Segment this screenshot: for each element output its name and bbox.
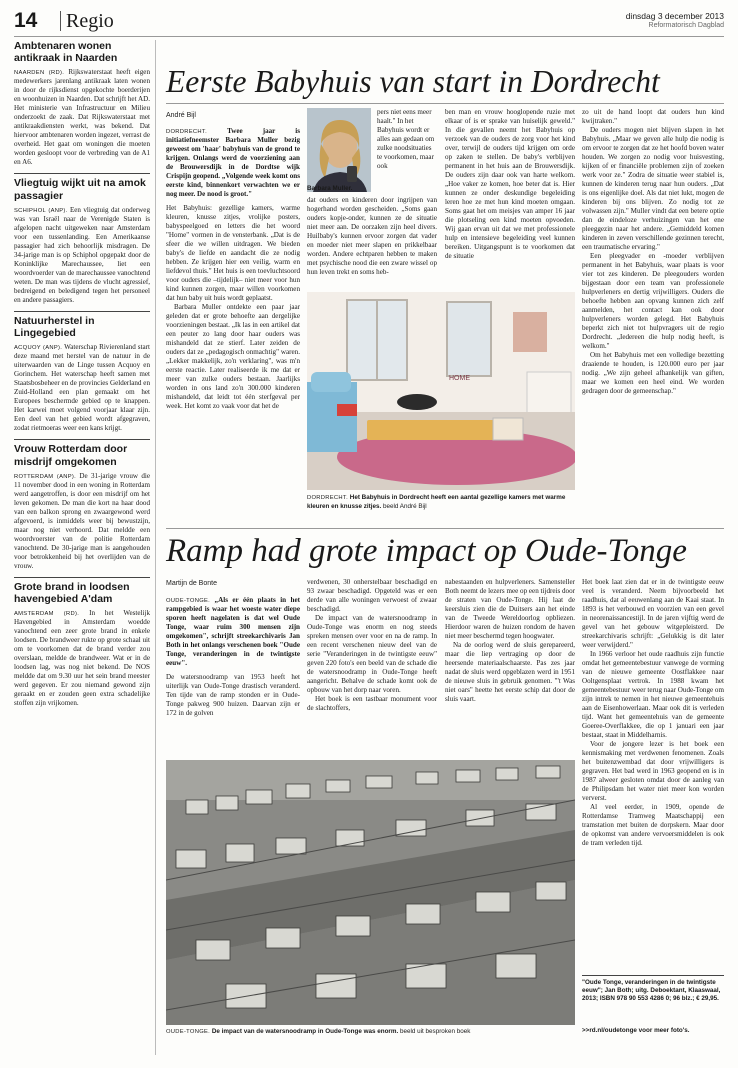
brief-headline: Vrouw Rotterdam door misdrijf omgekomen [14, 443, 128, 468]
news-brief [14, 40, 150, 167]
article-column-fragment [307, 196, 437, 286]
brief-dateline: ACQUOY (ANP). [14, 345, 63, 352]
babyhuis-room-photo [307, 292, 575, 490]
article-column [307, 578, 437, 756]
brief-headline: Vliegtuig wijkt uit na amok passagier [14, 177, 146, 202]
photo-credit: beeld André Bijl [382, 502, 427, 510]
brief-body: Rijkswaterstaat heeft eigen medewerkers jarenlang antikraak laten wonen in door de rijksdienst opgekochte boerderijen en woonhuizen in Naarden. Dat schrijft het AD. Het ministerie van Infrastructuur en Milieu onderzoekt de zaak. Dat Rijkswaterstaat met antikraakdiensten werkt, was bekend. Dat hiervoor ambtenaren worden ingezet, verrast de overheid. Het gaat om woningen die moeten worden gesloopt voor de verbreding van de A1 en A6. [14, 68, 150, 167]
article-column [166, 127, 300, 517]
article-column-fragment [377, 108, 437, 192]
brief-text [14, 343, 150, 433]
brief-headline: Grote brand in loodsen havengebied A'dam [14, 580, 130, 605]
article-paragraph: Het boek laat zien dat er in de twintigste eeuw veel is veranderd. Neem bijvoorbeeld het raadhuis, dat al eeuwenlang aan de Kaai staat. In 1893 is het verbouwd en voorzien van een gevel in neorenaissancestijl. In de jaren vijftig werd de gevel van het gebouw witgepleisterd. De streekarchivaris schrijft: „Gelukkig is dit later weer verwijderd." [582, 578, 724, 649]
article-lead [166, 596, 300, 668]
article-paragraph: dat ouders en kinderen door ingrijpen van hogerhand worden gescheiden. „Soms gaan ouders kopje-onder, kunnen ze de situatie niet meer aan. De oorzaken zijn heel divers. Huilbaby's kunnen ervoor zorgen dat vader en moeder niet meer slapen en prikkelbaar worden. Andere echtparen hebben te maken met psychische nood die een zware wissel op hun leven trekt en soms heb- [307, 196, 437, 276]
article-paragraph: De ouders mogen niet blijven slapen in het Babyhuis. „Maar we geven alle hulp die nodig is om ervoor te zorgen dat ze het hoofd boven water houden. We zorgen zo nodig voor huisvesting, kijken of er financiële problemen zijn of zoeken werk voor ze." Zodra de situatie weer stabiel is, kunnen de kinderen terug naar hun ouders. „Dat is ons eigenlijke doel. Als dat niet lukt, mogen de kinderen bij ons blijven. Zo nodig tot ze volwassen zijn." Muller vindt dat een betere optie dan de eindeloze verhuizingen van het ene pleeggezin naar het andere. „Gemiddeld komen kinderen in zeven verschillende gezinnen terecht, een traumatische ervaring." [582, 126, 724, 251]
brief-text [14, 206, 150, 305]
news-brief [14, 577, 150, 708]
article-paragraph: Na de oorlog werd de sluis gerepareerd, maar die liep vertraging op door de heersende materiaalschaarste. Pas zes jaar nadat de sluis werd opgeblazen werd in 1951 de nieuwe sluis in gebruik genomen. "'t Was niet oars" heette het eerste schip dat door de sluis vaart. [445, 641, 575, 703]
lead-text: „Als er één plaats in het rampgebied is waar het woeste water diepe sporen heeft nagelaten is dat wel Oude Tonge, waar ruim 300 mensen zijn omgekomen", schrijft streekarchivaris Jan Both in het onlangs verschenen boek "Oude Tonge, veranderingen in de twintigste eeuw". [166, 596, 300, 668]
headline-rule [166, 103, 724, 104]
portrait-photo [307, 108, 371, 192]
header-separator [60, 11, 61, 31]
brief-body: Waterschap Rivierenland start deze maand met herstel van de natuur in de uiterwaarden van de Linge tussen Acquoy en Gorinchem. Het waterschap heeft samen met Staatsbosbeheer en de provincies Gelderland en Zuid-Holland een plan gemaakt om het Europees beschermde gebied op te knappen. Het karwei moet volgend voorjaar klaar zijn. Een deel van het gebied wordt afgegraven, zodat rietmoeras weer een kans krijgt. [14, 343, 150, 433]
photo-caption [166, 1028, 575, 1037]
caption-text: De impact van de watersnoodramp in Oude-Tonge was enorm. [211, 1028, 399, 1035]
news-brief [14, 173, 150, 304]
article-paragraph: Het Babyhuis: gezellige kamers, warme kleuren, knusse zitjes, vrolijke posters, babyspeelgoed en letters die het woord "Home" vormen in de vensterbank. „Dat is de sfeer die we willen uitdragen. We bieden baby's de liefde en aandacht die ze nodig hebben. Ze krijgen hier een veilig, warm en liefdevol thuis." Het huis is een toevluchtsoord voor ouders die –tijdelijk– niet meer voor hun kind kunnen zorgen, maar willen voorkomen dat hun baby uit huis wordt geplaatst. [166, 204, 300, 303]
caption-dateline: DORDRECHT. [307, 495, 349, 501]
brief-text [14, 609, 150, 708]
article-byline: André Bijl [166, 112, 196, 119]
home-letters: HOME [449, 375, 470, 382]
caption-dateline: OUDE-TONGE. [166, 1029, 211, 1035]
article-column [582, 578, 724, 968]
article-paragraph: nabestaanden en hulpverleners. Samensteller Both neemt de lezers mee op een tijdreis door de straten van Oude-Tonge. Hij laat de keersluis zien die de Duitsers aan het einde van de Tweede Wereldoorlog opbliezen. Hierdoor waren de huizen rondom de haven niet meer beschermd tegen hoogwater. [445, 578, 575, 640]
brief-dateline: ROTTERDAM (ANP). [14, 473, 77, 480]
brief-headline: Ambtenaren wonen antikraak in Naarden [14, 40, 118, 65]
more-photos-link[interactable]: >>rd.nl/oudetonge voor meer foto's. [582, 1027, 690, 1034]
article-column [166, 596, 300, 756]
issue-date: dinsdag 3 december 2013 [625, 11, 724, 21]
brief-body: Een vliegtuig dat onderweg was van Israël naar de Verenigde Staten is afgelopen nacht uitgeweken naar Amsterdam voor een tussenlanding. Een Amerikaanse passagier had zich behoorlijk misdragen. De 34-jarige man is op Schiphol opgepakt door de Koninklijke Marechaussee, liet een woordvoerder van de marechaussee vanochtend weten. De man was tijdens de vlucht agressief, bedreigend en beledigend tegen het personeel en andere passagiers. [14, 205, 150, 304]
article-paragraph: Barbara Muller ontdekte een paar jaar geleden dat er grote behoefte aan dergelijke voorzieningen bestaat. „Ik las in een artikel dat een peuter zo lang door haar ouders was mishandeld dat ze stierf. Later zeiden de ouders dat ze „pedagogisch onmachtig" waren. „Lekker makkelijk, zo'n verklaring", was m'n eerste reactie. Later realiseerde ik me dat er meer van zulke ouders bestaan. Jaarlijks worden in ons land zo'n 300.000 kinderen mishandeld, dat leidt tot één sterfgeval per week. Het komt zo vaak voor dat het de [166, 303, 300, 411]
article-paragraph: De watersnoodramp van 1953 heeft het uiterlijk van Oude-Tonge drastisch veranderd. Ten tijde van de ramp stonden er in Oude-Tonge pakweg 900 huizen. Daarvan zijn er 172 in de golven [166, 673, 300, 718]
brief-dateline: SCHIPHOL (ANP). [14, 207, 68, 214]
article-dateline: DORDRECHT. [166, 129, 208, 135]
brief-headline: Natuurherstel in Lingegebied [14, 314, 95, 340]
article-paragraph: In 1966 verloor het oude raadhuis zijn functie omdat het gemeentebestuur vanwege de vorming van de nieuwe gemeente Oostflakkee naar Ooltgensplaat vertrok. In 1988 kwam het gemeentebestuur weer terug naar Oude-Tonge om zijn intrek te nemen in het nieuwe gemeentehuis aan de Eisenhowerlaan. Maar ook dit is verleden tijd. Want het gemeentehuis van de gemeente Goeree-Overflakkee, die op 1 januari een jaar bestaat, staat in Middelharnis. [582, 650, 724, 739]
news-briefs-column [14, 40, 150, 1055]
article-paragraph: Voor de jongere lezer is het boek een kennismaking met verdwenen fenomenen. Zoals het buitenzwembad dat door vrijwilligers is gegraven. Het bad werd in 1963 geopend en is in 1987 alweer gesloten omdat door de aanleg van de Philipsdam het water niet meer kon worden ververst. [582, 740, 724, 802]
article-dateline: OUDE-TONGE. [166, 598, 211, 604]
portrait-caption: Barbara Muller. [307, 185, 353, 192]
article-divider [166, 528, 724, 529]
article-column [445, 578, 575, 756]
photo-credit: beeld uit besproken boek [400, 1028, 471, 1035]
article-paragraph: De impact van de watersnoodramp in Oude-Tonge was enorm en nog steeds spreken mensen over voor en na de ramp. In een recent verschenen nieuw deel van de serie "Veranderingen in de twintigste eeuw" geven 220 foto's een beeld van de schade die de watersnoodramp in Oude-Tonge heeft aangericht. Behalve de schade komt ook de opbouw van het dorp naar voren. [307, 614, 437, 694]
header-rule [14, 36, 724, 37]
newspaper-name: Reformatorisch Dagblad [648, 22, 724, 29]
photo-caption [307, 494, 575, 511]
article-lead [166, 127, 300, 199]
article-paragraph: Het boek is een tastbaar monument voor de slachtoffers, [307, 695, 437, 712]
news-brief [14, 439, 150, 570]
column-divider [155, 40, 156, 1055]
lead-text: Twee jaar is initiatiefneemster Barbara Muller bezig geweest om 'haar' babyhuis van de grond te krijgen. Onlangs werd de voorziening aan de Brouwersdijk in de Dordtse wijk Crispijn geopend. „Volgende week komt ons eerste kind, binnenkort verwachten we er nog meer. De nood is groot." [166, 127, 300, 199]
article-headline: Ramp had grote impact op Oude-Tonge [166, 533, 687, 569]
brief-dateline: AMSTERDAM (RD). [14, 611, 80, 618]
brief-body: De 31-jarige vrouw die 11 november dood in een woning in Rotterdam werd aangetroffen, is door een misdrijf om het leven gekomen. De man die kort na haar dood van een balkon sprong en zwaargewond werd afgevoerd, is inmiddels weer bij bewustzijn, maar nog niet verhoord. Dat meldde een woordvoerster van de politie Rotterdam vanochtend. De 30-jarige man is aangehouden voor betrokkenheid bij het overlijden van de vrouw. [14, 471, 150, 570]
page-number: 14 [14, 9, 38, 32]
article-paragraph: Al veel eerder, in 1909, opende de Rotterdamse Tramweg Maatschappij een tramstation met buiten de dorpskern. Maar door de opkomst van andere vervoersmiddelen is ook de tram verleden tijd. [582, 803, 724, 847]
section-title: Regio [66, 10, 114, 32]
article-paragraph: ben man en vrouw hooglopende ruzie met elkaar of is er sprake van huiselijk geweld." In die gevallen neemt het Babyhuis op verzoek van de ouders de zorg voor het kind over, terwijl de ouders tijd krijgen om orde op zaken te stellen. De baby's verblijven permanent in het huis aan de Brouwersdijk. De ouders zijn daar ook van harte welkom. „Hoe vaker ze komen, hoe beter dat is. Hier kunnen ze onder deskundige begeleiding leren hoe ze met hun kind moeten omgaan. Soms gaat het om meisjes van amper 16 jaar die plotseling een kind moeten opvoeden. Wij gaan ervan uit dat we met professionele hulp en intensieve begeleiding veel kunnen bereiken. Uitgangspunt is te voorkomen dat de situatie [445, 108, 575, 260]
brief-text [14, 68, 150, 167]
article-column [582, 108, 724, 520]
brief-dateline: NAARDEN (RD). [14, 70, 65, 77]
flood-aerial-photo [166, 760, 575, 1025]
news-brief [14, 311, 150, 433]
article-paragraph: Om het Babyhuis met een volledige bezetting draaiende te houden, is 120.000 euro per jaar nodig. „We zijn geheel afhankelijk van giften, maar we komen een heel eind. We worden gedragen door de gemeenschap." [582, 351, 724, 395]
article-paragraph: zo uit de hand loopt dat ouders hun kind kwijtraken." [582, 108, 724, 125]
book-info-box: "Oude Tonge, veranderingen in de twintigste eeuw"; Jan Both; uitg. Deboektant, Klaaswaal, 2013; ISBN 978 90 553 4286 0; 96 blz.; € 29,95. [582, 975, 724, 1004]
brief-text [14, 472, 150, 571]
article-paragraph: verdwenen, 30 onherstelbaar beschadigd en 93 zwaar beschadigd. Opgeteld was er een derde van alle woningen verwoest of zwaar beschadigd. [307, 578, 437, 613]
article-paragraph: Een pleegvader en -moeder verblijven permanent in het Babyhuis, waar plaats is voor vier tot zes kinderen. De pleegouders worden bijgestaan door een team van professionele hulpverleners en dertig vrijwilligers. Ouders die behoefte hebben aan opvang kunnen zich zelf aanmelden, het contact kan ook door hulpverleners worden gelegd. Het Babyhuis beperkt zich niet tot hulpvragers uit de regio Dordrecht. „Iedereen die hulp nodig heeft, is welkom." [582, 252, 724, 350]
article-paragraph: pers niet eens meer haalt." In het Babyhuis wordt er alles aan gedaan om zulke noodsituaties te voorkomen, maar ook [377, 108, 435, 170]
article-headline: Eerste Babyhuis van start in Dordrecht [166, 64, 660, 99]
caption-text: Het Babyhuis in Dordrecht heeft een aantal gezellige kamers met warme kleuren en knusse zitjes. [307, 494, 566, 510]
article-byline: Martijn de Bonte [166, 580, 217, 587]
article-column [445, 108, 575, 290]
brief-body: In het Westelijk Havengebied in Amsterdam woedde vanochtend een zeer grote brand in enkele loodsen. De brandweer rukte op grote schaal uit om te voorkomen dat de brand verder zou overslaan, meldde de brandweer. Wat er in de loodsen lag, was nog niet bekend. De NOS meldde dat om 9.30 uur het sein brand meester werd gegeven. Er zou niemand gewond zijn geraakt en er zouden geen extra schadelijke stoffen zijn vrijkomen. [14, 609, 150, 708]
